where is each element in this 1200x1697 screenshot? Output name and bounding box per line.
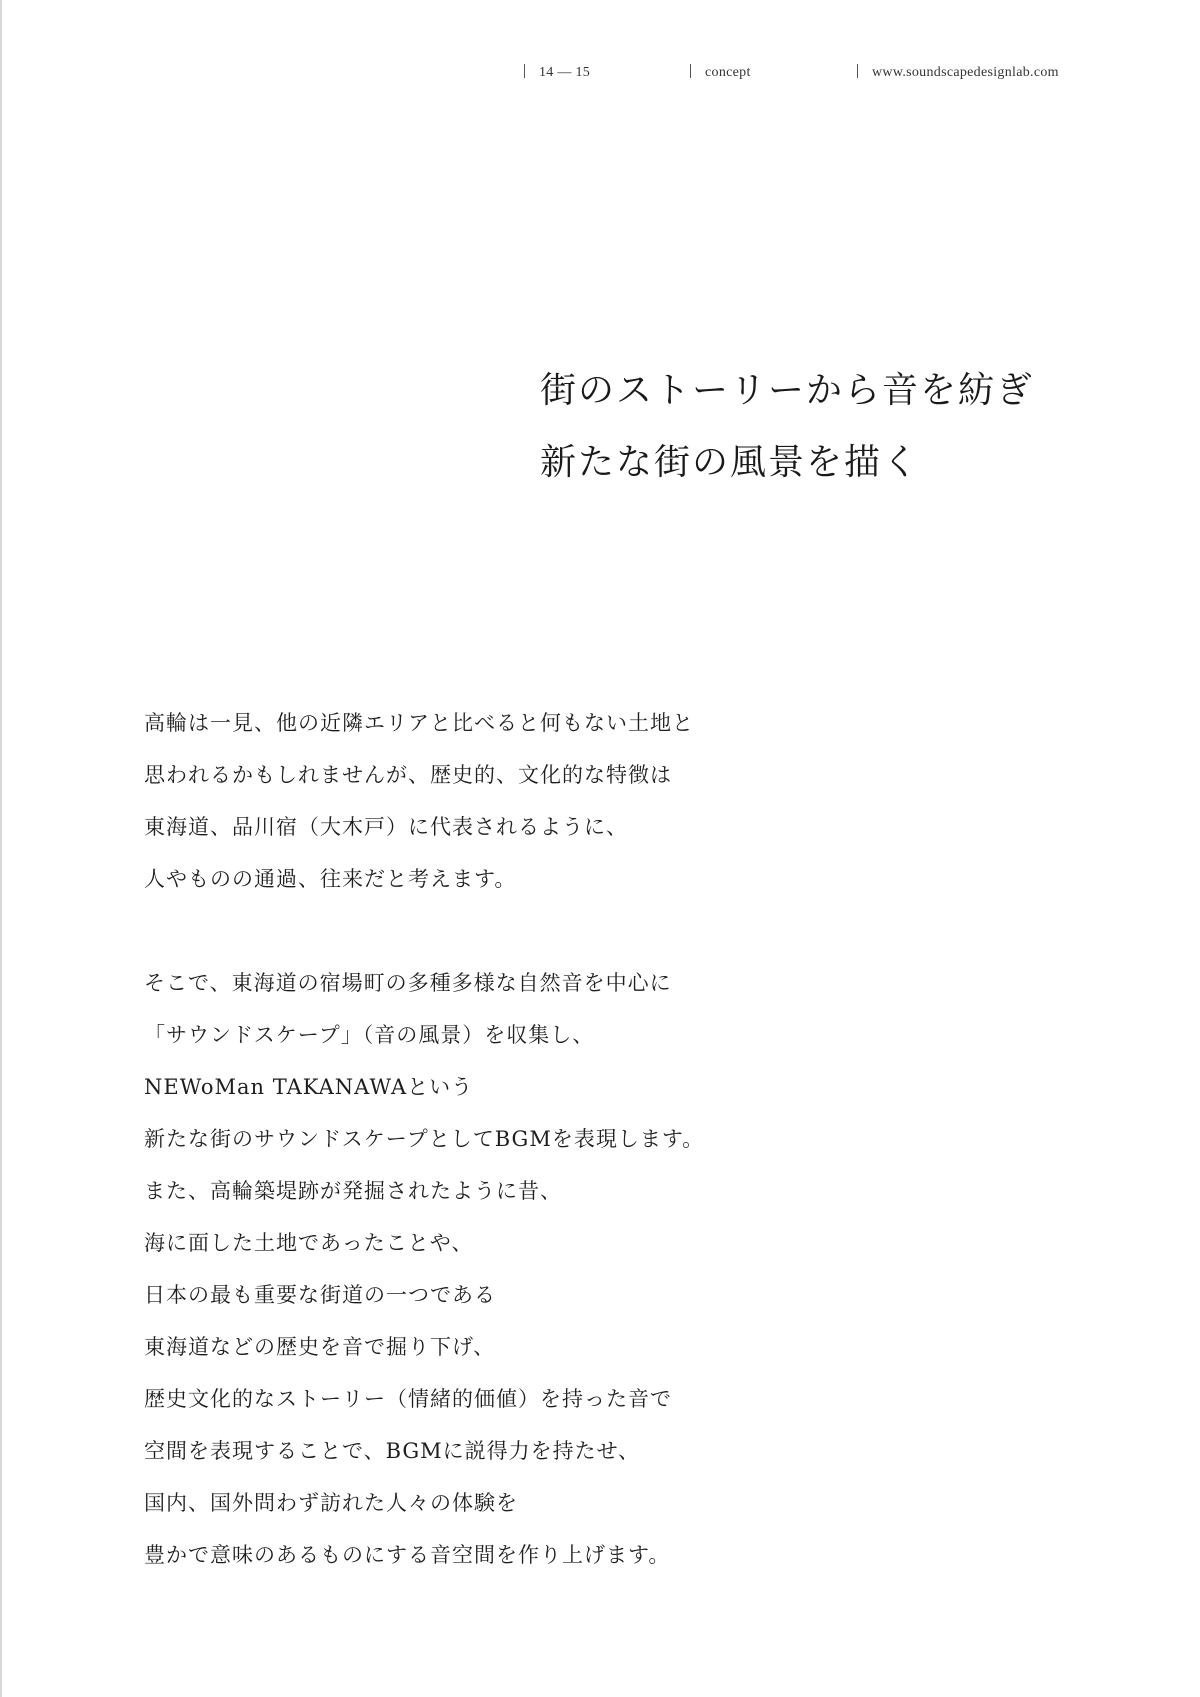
section-label-text: concept <box>705 65 751 80</box>
body-line: そこで、東海道の宿場町の多種多様な自然音を中心に <box>144 971 672 995</box>
body-paragraph-2 <box>144 957 844 1581</box>
page-numbers <box>524 64 590 81</box>
body-line: また、高輪築堤跡が発掘されたように昔、 <box>144 1179 562 1203</box>
page-edge-divider <box>0 0 2 1697</box>
body-line: 豊かで意味のあるものにする音空間を作り上げます。 <box>144 1543 671 1567</box>
body-line: 歴史文化的なストーリー（情緒的価値）を持った音で <box>144 1387 672 1411</box>
headline-line: 新たな街の風景を描く <box>540 442 921 483</box>
body-line: 東海道などの歴史を音で掘り下げ、 <box>144 1335 496 1359</box>
body-paragraph-1 <box>144 697 844 905</box>
body-line: 新たな街のサウンドスケープとしてBGMを表現します。 <box>144 1127 705 1151</box>
header-divider <box>690 64 691 78</box>
page-numbers-text: 14 — 15 <box>539 65 591 80</box>
body-line: 国内、国外問わず訪れた人々の体験を <box>144 1491 518 1515</box>
body-line: 空間を表現することで、BGMに説得力を持たせ、 <box>144 1439 641 1463</box>
running-header <box>0 64 1200 88</box>
body-line: 日本の最も重要な街道の一つである <box>144 1283 496 1307</box>
body-copy <box>144 697 844 1581</box>
body-line: 海に面した土地であったことや、 <box>144 1231 474 1255</box>
page-headline <box>540 355 1160 499</box>
header-divider <box>857 64 858 78</box>
headline-line: 街のストーリーから音を紡ぎ <box>540 370 1035 411</box>
body-line: 人やものの通過、往来だと考えます。 <box>144 867 517 891</box>
body-line: 思われるかもしれませんが、歴史的、文化的な特徴は <box>144 763 672 787</box>
body-line: 「サウンドスケープ」（音の風景）を収集し、 <box>144 1023 595 1047</box>
body-line: NEWoMan TAKANAWAという <box>144 1075 474 1099</box>
header-divider <box>524 64 525 78</box>
website-url <box>857 64 1059 81</box>
section-label <box>690 64 751 81</box>
body-line: 高輪は一見、他の近隣エリアと比べると何もない土地と <box>144 711 694 735</box>
body-line: 東海道、品川宿（大木戸）に代表されるように、 <box>144 815 628 839</box>
website-url-text: www.soundscapedesignlab.com <box>872 65 1059 80</box>
